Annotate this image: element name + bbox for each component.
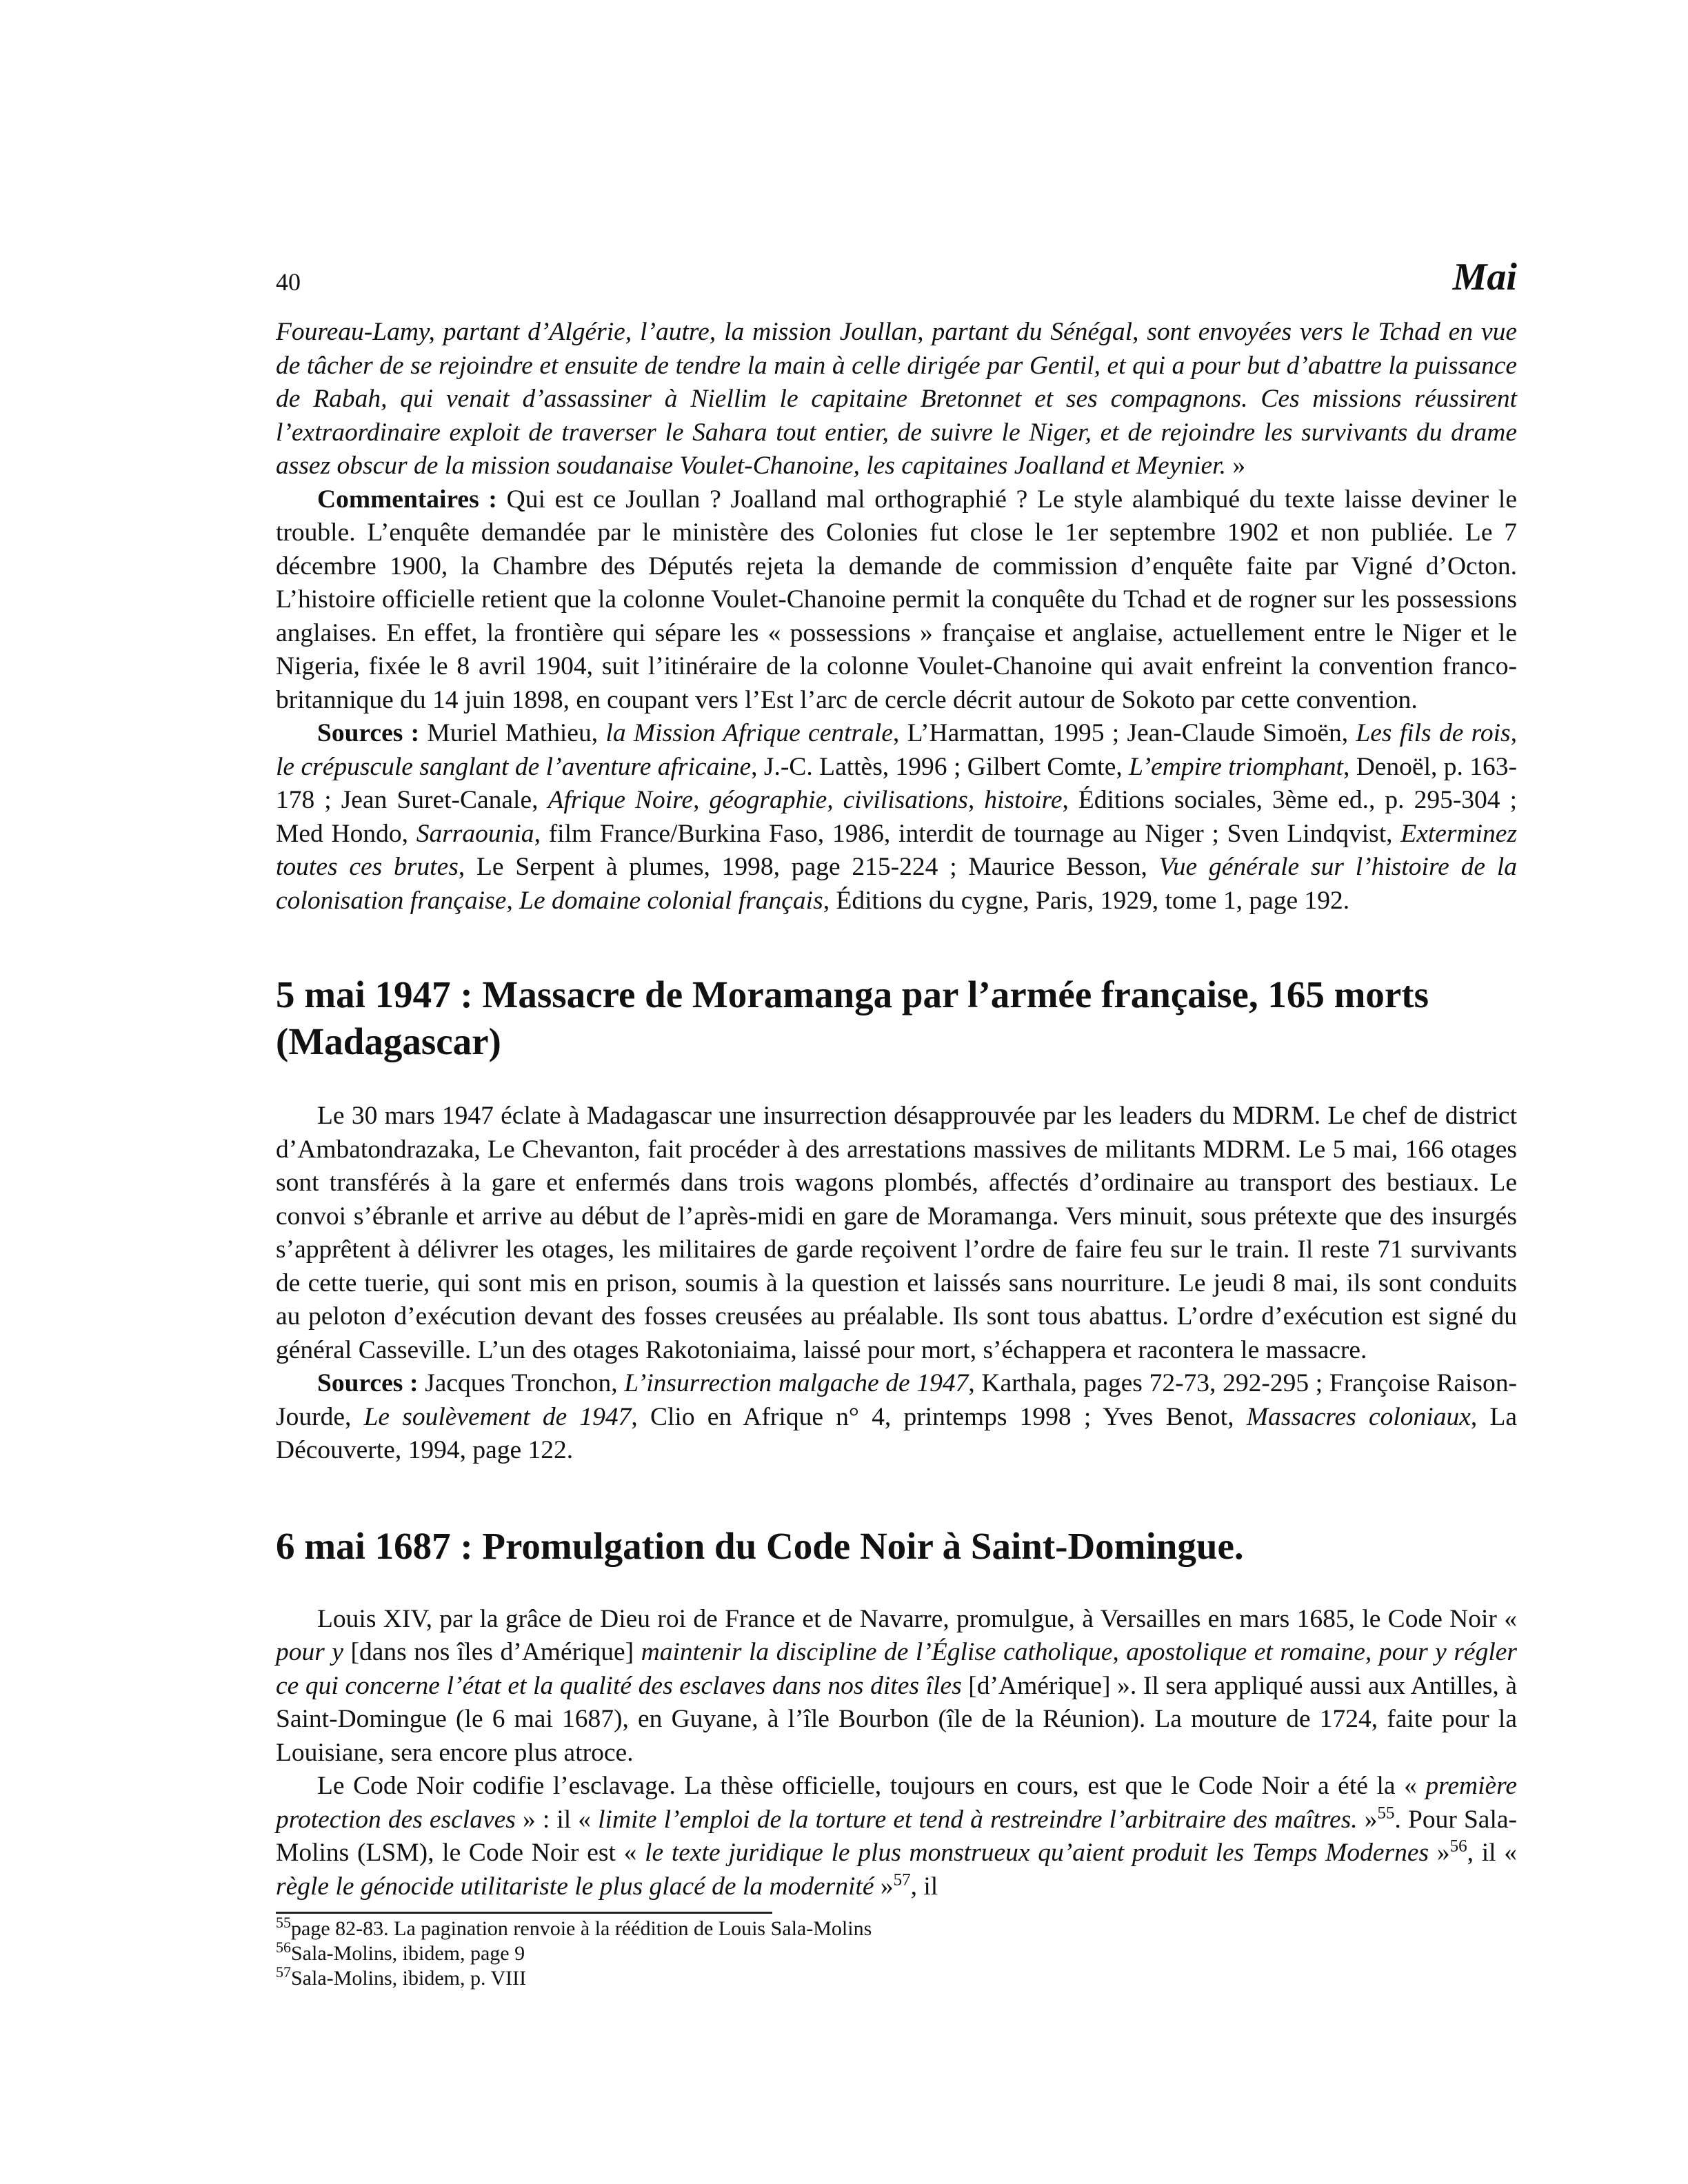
page-header (276, 255, 1517, 303)
page-number: 40 (276, 268, 301, 296)
comments-paragraph: Commentaires : Qui est ce Joullan ? Joalland mal orthographié ? Le style alambiqué du texte laisse deviner le trouble. L’enquête demandée par le ministère des Colonies fut close le 1er septembre 1902 et non publiée. Le 7 décembre 1900, la Chambre des Députés rejeta la demande de commission d’enquête faite par Vigné d’Octon. L’histoire officielle retient que la colonne Voulet-Chanoine permit la conquête du Tchad et de rogner sur les possessions anglaises. En effet, la frontière qui sépare les « possessions » française et anglaise, actuellement entre le Niger et le Nigeria, fixée le 8 avril 1904, suit l’itinéraire de la colonne Voulet-Chanoine qui avait enfreint la convention franco-britannique du 14 juin 1898, en coupant vers l’Est l’arc de cercle décrit autour de Sokoto par cette convention. (276, 485, 1518, 714)
sources-label: Sources : (317, 1369, 419, 1397)
running-title: Mai (1452, 256, 1517, 299)
footnote: $^{55}$page 82-83. La pagination renvoie à la réédition de Louis Sala-Molins (276, 1914, 872, 1940)
code-noir-paragraph-2: Le Code Noir codifie l’esclavage. La thèse officielle, toujours en cours, est que le Code Noir a été la « première protection des esclaves » : il « limite l’emploi de la torture et tend à restreindre l’arbitraire des maîtres. »$^{55}$. Pour Sala-Molins (LSM), le Code Noir est « le texte juridique le plus monstrueux qu’aient produit les Temps Modernes »$^{56}$, il « règle le génocide utilitariste le plus glacé de la modernité »$^{57}$, il (276, 1772, 1517, 1901)
moramanga-body: Le 30 mars 1947 éclate à Madagascar une insurrection désapprouvée par les leaders du MDRM. Le chef de district d’Ambatondrazaka, Le Chevanton, fait procéder à des arrestations massives de militants MDRM. Le 5 mai, 166 otages sont transférés à la gare et enfermés dans trois wagons plombés, affectés d’ordinaire au transport des bestiaux. Le convoi s’ébranle et arrive au début de l’après-midi en gare de Moramanga. Vers minuit, sous prétexte que des insurgés s’apprêtent à délivrer les otages, les militaires de garde reçoivent l’ordre de faire feu sur le train. Il reste 71 survivants de cette tuerie, qui sont mis en prison, soumis à la question et laissés sans nourriture. Le jeudi 8 mai, ils sont conduits au peloton d’exécution devant des fosses creusées au préalable. Ils sont tous abattus. L’ordre d’exécution est signé du général Casseville. L’un des otages Rakotoniaima, laissé pour mort, s’échappera et racontera le massacre. (276, 1102, 1517, 1364)
footnote-ref[interactable]: 55 (1377, 1803, 1395, 1822)
intro-sources: Sources : Muriel Mathieu, la Mission Afrique centrale, L’Harmattan, 1995 ; Jean-Claude Simoën, Les fils de rois, le crépuscule sanglant de l’aventure africaine, J.-C. Lattès, 1996 ; Gilbert Comte, L’empire triomphant, Denoël, p. 163-178 ; Jean Suret-Canale, Afrique Noire, géographie, civilisations, histoire, Éditions sociales, 3ème ed., p. 295-304 ; Med Hondo, Sarraounia, film France/Burkina Faso, 1986, interdit de tournage au Niger ; Sven Lindqvist, Exterminez toutes ces brutes, Le Serpent à plumes, 1998, page 215-224 ; Maurice Besson, Vue générale sur l’histoire de la colonisation française, Le domaine colonial français, Éditions du cygne, Paris, 1929, tome 1, page 192. (276, 719, 1518, 915)
footnote-ref[interactable]: 57 (893, 1870, 911, 1889)
footnote-ref[interactable]: 56 (1449, 1837, 1467, 1856)
code-noir-paragraph-1: Louis XIV, par la grâce de Dieu roi de France et de Navarre, promulgue, à Versailles en mars 1685, le Code Noir « pour y [dans nos îles d’Amérique] maintenir la discipline de l’Église catholique, apostolique et romaine, pour y régler ce qui concerne l’état et la qualité des esclaves dans nos dites îles [d’Amérique] ». Il sera appliqué aussi aux Antilles, à Saint-Domingue (le 6 mai 1687), en Guyane, à l’île Bourbon (île de la Réunion). La mouture de 1724, faite pour la Louisiane, sera encore plus atroce. (276, 1604, 1517, 1767)
sources-label: Sources : (317, 719, 420, 747)
intro-quote: Foureau-Lamy, partant d’Algérie, l’autre, la mission Joullan, partant du Sénégal, sont envoyées vers le Tchad en vue de tâcher de se rejoindre et ensuite de tendre la main à celle dirigée par Gentil, et qui a pour but d’abattre la puissance de Rabah, qui venait d’assassiner à Niellim le capitaine Bretonnet et ses compagnons. Ces missions réussirent l’extraordinaire exploit de traverser le Sahara tout entier, de suivre le Niger, et de rejoindre les survivants du drame assez obscur de la mission soudanaise Voulet-Chanoine, les capitaines Joalland et Meynier. » (276, 318, 1517, 480)
footnotes (276, 1914, 1517, 1991)
footnote: $^{57}$Sala-Molins, ibidem, p. VIII (276, 1963, 527, 1990)
section-heading-code-noir: 6 mai 1687 : Promulgation du Code Noir à Saint-Domingue. (276, 1524, 1244, 1567)
footnote-rule (276, 1912, 772, 1914)
comments-label: Commentaires : (317, 485, 497, 514)
document-page (276, 255, 1517, 1991)
moramanga-sources: Sources : Jacques Tronchon, L’insurrection malgache de 1947, Karthala, pages 72-73, 292-295 ; Françoise Raison-Jourde, Le soulèvement de 1947, Clio en Afrique n° 4, printemps 1998 ; Yves Benot, Massacres coloniaux, La Découverte, 1994, page 122. (276, 1369, 1517, 1464)
section-heading-moramanga: 5 mai 1947 : Massacre de Moramanga par l’armée française, 165 morts (Madagascar) (276, 973, 1429, 1062)
footnote: $^{56}$Sala-Molins, ibidem, page 9 (276, 1939, 525, 1965)
